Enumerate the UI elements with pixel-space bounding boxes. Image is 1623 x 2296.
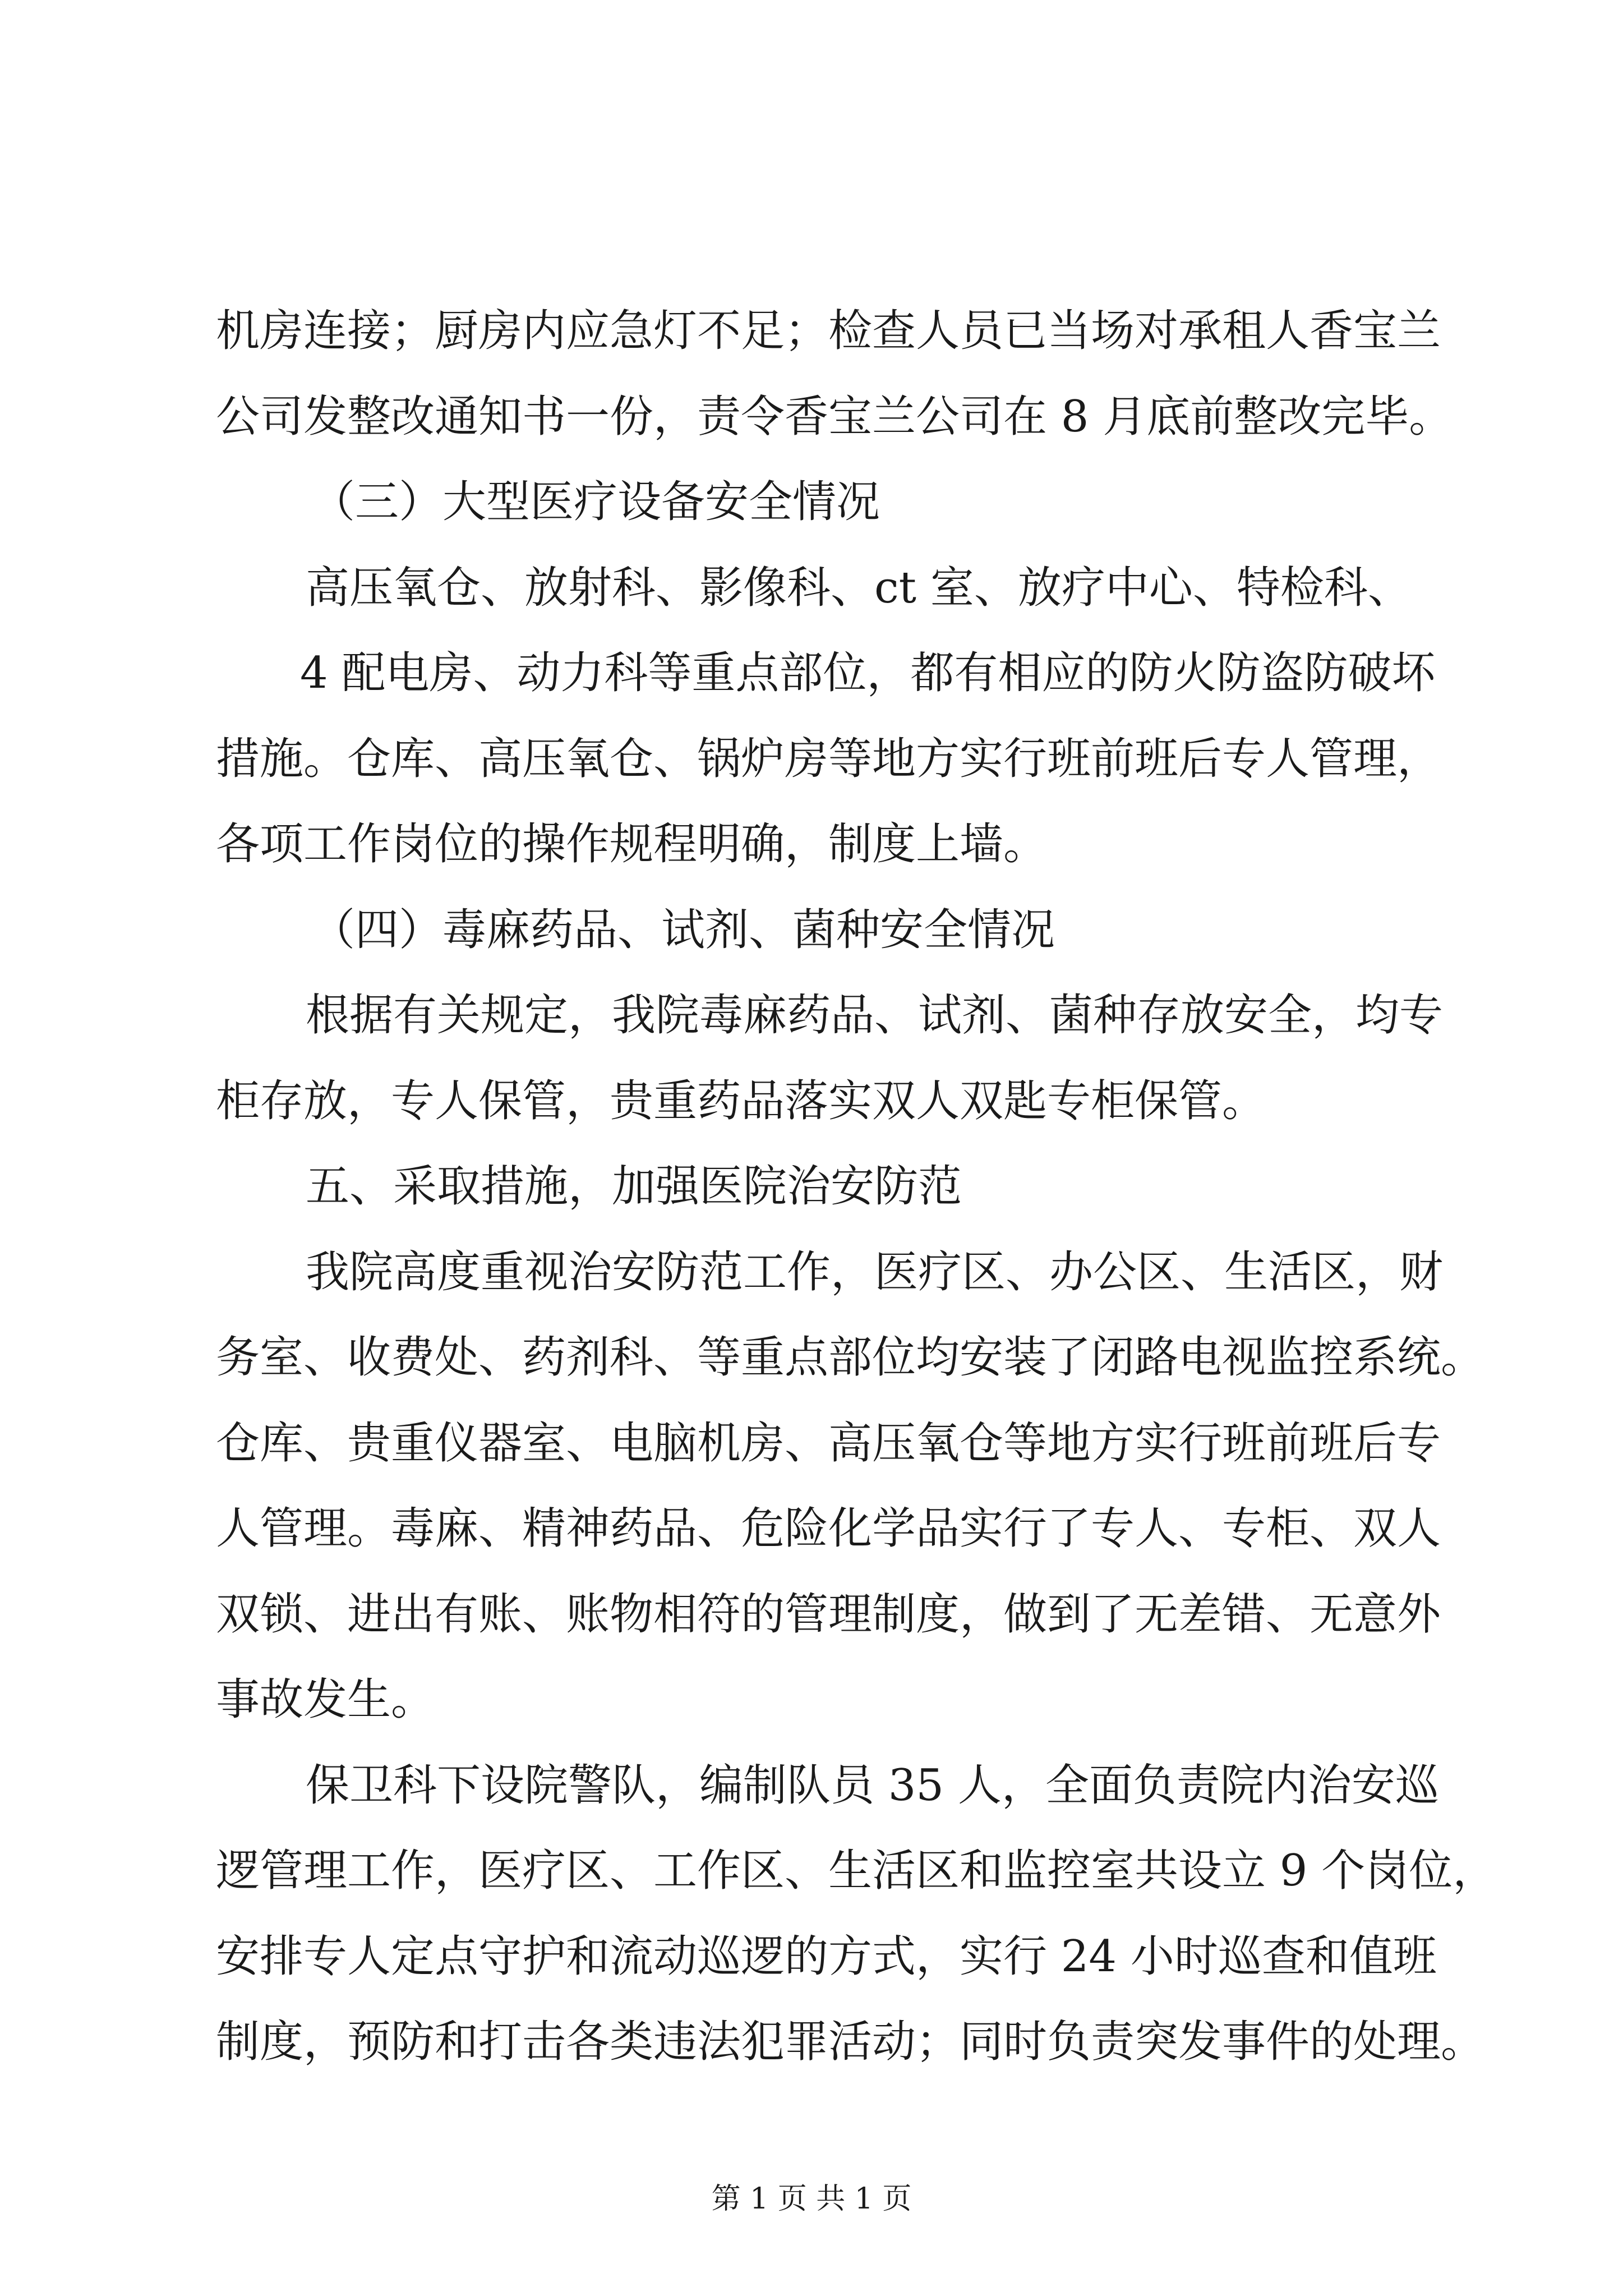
text-line-13: 务室、收费处、药剂科、等重点部位均安装了闭路电视监控系统。 <box>216 1332 1485 1383</box>
page-footer: 第 1 页 共 1 页 <box>711 2182 912 2216</box>
text-line-10: 柜存放，专人保管，贵重药品落实双人双匙专柜保管。 <box>216 1076 1266 1126</box>
text-line-19: 逻管理工作，医疗区、工作区、生活区和监控室共设立 9 个岗位， <box>216 1846 1497 1896</box>
text-line-5: 4 配电房、动力科等重点部位，都有相应的防火防盗防破坏 <box>300 648 1436 698</box>
section-heading-5: 五、采取措施，加强医院治安防范 <box>306 1161 962 1212</box>
text-line-20: 安排专人定点守护和流动巡逻的方式，实行 24 小时巡查和值班 <box>216 1931 1437 1982</box>
text-line-6: 措施。仓库、高压氧仓、锅炉房等地方实行班前班后专人管理， <box>216 734 1441 784</box>
text-line-1: 机房连接；厨房内应急灯不足；检查人员已当场对承租人香宝兰 <box>216 306 1441 356</box>
text-line-4: 高压氧仓、放射科、影像科、ct 室、放疗中心、特检科、 <box>306 563 1412 613</box>
text-line-17: 事故发生。 <box>216 1674 435 1725</box>
text-line-14: 仓库、贵重仪器室、电脑机房、高压氧仓等地方实行班前班后专 <box>216 1418 1441 1469</box>
text-line-7: 各项工作岗位的操作规程明确，制度上墙。 <box>216 819 1048 869</box>
section-heading-3: （三）大型医疗设备安全情况 <box>311 477 880 527</box>
text-line-18: 保卫科下设院警队，编制队员 35 人，全面负责院内治安巡 <box>306 1760 1439 1811</box>
text-line-15: 人管理。毒麻、精神药品、危险化学品实行了专人、专柜、双人 <box>216 1503 1441 1554</box>
text-line-12: 我院高度重视治安防范工作，医疗区、办公区、生活区，财 <box>306 1247 1444 1297</box>
text-line-9: 根据有关规定，我院毒麻药品、试剂、菌种存放安全，均专 <box>306 990 1444 1041</box>
section-heading-4: （四）毒麻药品、试剂、菌种安全情况 <box>311 905 1055 955</box>
text-line-16: 双锁、进出有账、账物相符的管理制度，做到了无差错、无意外 <box>216 1589 1441 1640</box>
text-line-2: 公司发整改通知书一份，责令香宝兰公司在 8 月底前整改完毕。 <box>216 392 1453 442</box>
text-line-21: 制度，预防和打击各类违法犯罪活动；同时负责突发事件的处理。 <box>216 2017 1485 2067</box>
